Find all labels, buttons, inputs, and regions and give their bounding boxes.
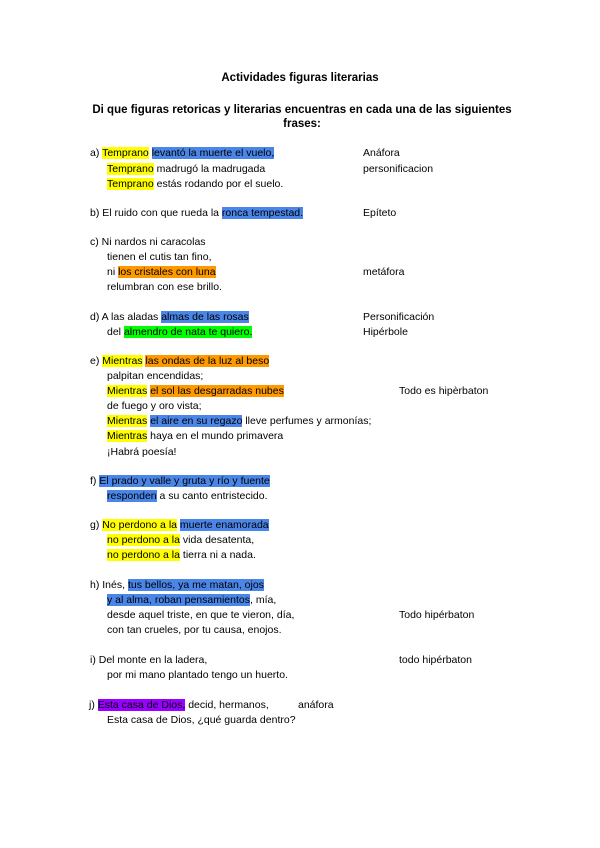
item-d-answer-2: Hipérbole (363, 326, 408, 338)
item-c-line-4: relumbran con ese brillo. (107, 281, 222, 293)
item-j-line-1: j) Esta casa de Dios, decid, hermanos, (89, 699, 269, 711)
item-c-line-1: c) Ni nardos ni caracolas (90, 236, 206, 248)
item-h-line-2: y al alma, roban pensamientos, mía, (107, 594, 277, 606)
item-d-line-1: d) A las aladas almas de las rosas (90, 311, 249, 323)
item-e-line-1: e) Mientras las ondas de la luz al beso (90, 355, 270, 367)
item-a-line-3: Temprano estás rodando por el suelo. (107, 178, 284, 190)
item-g-line-1: g) No perdono a la muerte enamorada (90, 519, 269, 531)
instructions: Di que figuras retoricas y literarias encuentras en cada una de las siguientes frases: (92, 104, 512, 130)
item-h-answer: Todo hipérbaton (399, 609, 475, 621)
document-title: Actividades figuras literarias (221, 72, 379, 84)
item-b-line-1: b) El ruido con que rueda la ronca tempestad. (90, 207, 304, 219)
item-e-line-5: Mientras el aire en su regazo lleve perfumes y armonías; (107, 415, 372, 427)
item-c-line-2: tienen el cutis tan fino, (107, 251, 212, 263)
item-h-line-1: h) Inés, tus bellos, ya me matan, ojos (90, 579, 264, 591)
item-h-line-3: desde aquel triste, en que te vieron, día, (107, 609, 295, 621)
item-c-line-3: ni los cristales con luna (107, 266, 216, 278)
item-e-line-2: palpitan encendidas; (107, 370, 204, 382)
item-e-answer: Todo es hipèrbaton (399, 385, 489, 397)
item-e-line-3: Mientras el sol las desgarradas nubes (107, 385, 284, 397)
item-i-answer: todo hipérbaton (399, 654, 472, 666)
item-a-answer-2: personificacion (363, 163, 434, 175)
item-i-line-2: por mi mano plantado tengo un huerto. (107, 669, 288, 681)
item-h-line-4: con tan crueles, por tu causa, enojos. (107, 624, 282, 636)
item-j-line-2: Esta casa de Dios, ¿qué guarda dentro? (107, 714, 296, 726)
item-e-line-4: de fuego y oro vista; (107, 400, 202, 412)
item-g-line-3: no perdono a la tierra ni a nada. (107, 549, 256, 561)
item-f-line-1: f) El prado y valle y gruta y río y fuente (90, 475, 270, 487)
item-j-answer: anáfora (298, 699, 334, 711)
item-a-line-2: Temprano madrugó la madrugada (107, 163, 266, 175)
item-a-answer-1: Anáfora (363, 147, 400, 159)
item-i-line-1: i) Del monte en la ladera, (90, 654, 208, 666)
item-b-answer: Epíteto (363, 207, 397, 219)
item-d-answer-1: Personificación (363, 311, 435, 323)
item-e-line-6: Mientras haya en el mundo primavera (107, 430, 284, 442)
item-e-line-7: ¡Habrá poesía! (107, 446, 177, 458)
item-a-line-1: a) Temprano levantó la muerte el vuelo, (90, 147, 275, 159)
item-g-line-2: no perdono a la vida desatenta, (107, 534, 255, 546)
item-d-line-2: del almendro de nata te quiero. (107, 326, 253, 338)
item-f-line-2: responden a su canto entristecido. (107, 490, 268, 502)
item-c-answer: metáfora (363, 266, 405, 278)
